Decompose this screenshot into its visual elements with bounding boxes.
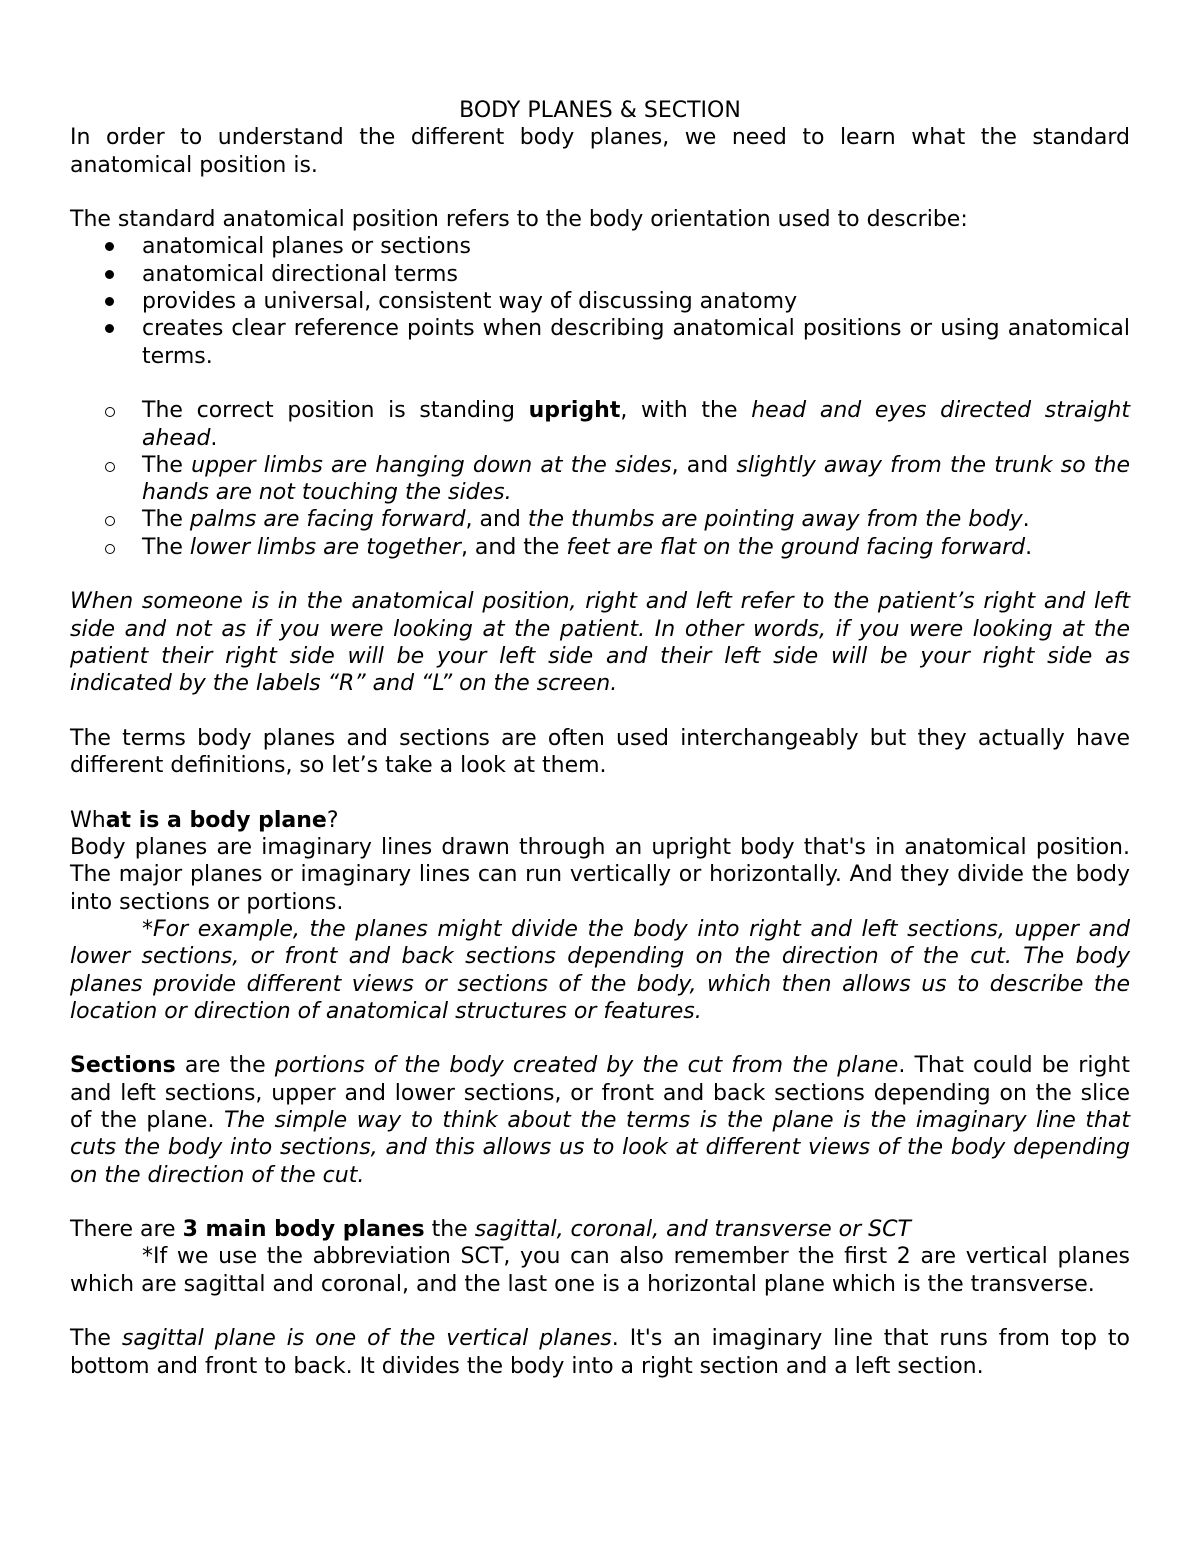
standard-position-lead: The standard anatomical position refers to the body orientation used to describe: — [70, 207, 968, 233]
bullet-list — [70, 233, 1130, 369]
bullet-item: provides a universal, consistent way of discussing anatomy — [70, 288, 1130, 315]
main-planes-paragraph: There are 3 main body planes the sagittal, coronal, and transverse or SCT — [70, 1217, 911, 1243]
bullet-circle-icon — [105, 462, 115, 472]
sub-bullet-item: The palms are facing forward, and the thumbs are pointing away from the body. — [70, 506, 1130, 533]
spacer — [70, 1189, 1130, 1216]
sagittal-paragraph: The sagittal plane is one of the vertical planes. It's an imaginary line that runs from top to bottom and front to back. It divides the body into a right section and a left section. — [70, 1326, 1130, 1379]
bullet-dot-icon — [105, 270, 114, 279]
sections-paragraph: Sections are the portions of the body created by the cut from the plane. That could be right and left sections, upper and lower sections, or front and back sections depending on the slice of the plane. The simple way to think about the terms is the plane is the imaginary line that cuts the body into sections, and this allows us to look at different views of the body depending on the direction of the cut. — [70, 1053, 1130, 1188]
bullet-dot-icon — [105, 324, 114, 333]
sub-bullet-list — [70, 397, 1130, 561]
spacer — [70, 179, 1130, 206]
intro-paragraph: In order to understand the different body planes, we need to learn what the standard anatomical position is. — [70, 125, 1130, 178]
bullet-dot-icon — [105, 297, 114, 306]
spacer — [70, 698, 1130, 725]
bullet-item: creates clear reference points when describing anatomical positions or using anatomical terms. — [70, 315, 1130, 370]
spacer — [70, 1025, 1130, 1052]
bullet-item: anatomical directional terms — [70, 261, 1130, 288]
body-plane-example: *For example, the planes might divide the body into right and left sections, upper and lower sections, or front and back sections depending on the direction of the cut. The body planes provide different views or sections of the body, which then allows us to describe the location or direction of anatomical structures or features. — [70, 916, 1130, 1024]
bullet-circle-icon — [105, 516, 115, 526]
spacer — [70, 561, 1130, 588]
sct-note: *If we use the abbreviation SCT, you can also remember the first 2 are vertical planes which are sagittal and coronal, and the last one is a horizontal plane which is the transverse. — [70, 1244, 1130, 1297]
sub-bullet-item: The correct position is standing upright, with the head and eyes directed straight ahead. — [70, 397, 1130, 452]
spacer — [70, 1298, 1130, 1325]
body-plane-heading: What is a body plane? — [70, 807, 339, 833]
bullet-item: anatomical planes or sections — [70, 233, 1130, 260]
bullet-dot-icon — [105, 242, 114, 251]
document-page — [70, 97, 1130, 1380]
anatomical-note: When someone is in the anatomical position, right and left refer to the patient’s right and left side and not as if you were looking at the patient. In other words, if you were looking at the patient their right side will be your left side and their left side will be your right side as indicated by the labels “R” and “L” on the screen. — [70, 589, 1130, 697]
document-title: BODY PLANES & SECTION — [459, 98, 741, 123]
terms-note: The terms body planes and sections are often used interchangeably but they actually have different definitions, so let’s take a look at them. — [70, 725, 1130, 779]
bullet-circle-icon — [105, 407, 115, 417]
sub-bullet-item: The upper limbs are hanging down at the sides, and slightly away from the trunk so the hands are not touching the sides. — [70, 452, 1130, 507]
body-plane-definition: Body planes are imaginary lines drawn through an upright body that's in anatomical position. The major planes or imaginary lines can run vertically or horizontally. And they divide the body into sections or portions. — [70, 835, 1130, 915]
bullet-circle-icon — [105, 544, 115, 554]
spacer — [70, 779, 1130, 806]
sub-bullet-item: The lower limbs are together, and the feet are flat on the ground facing forward. — [70, 534, 1130, 561]
spacer — [70, 370, 1130, 397]
